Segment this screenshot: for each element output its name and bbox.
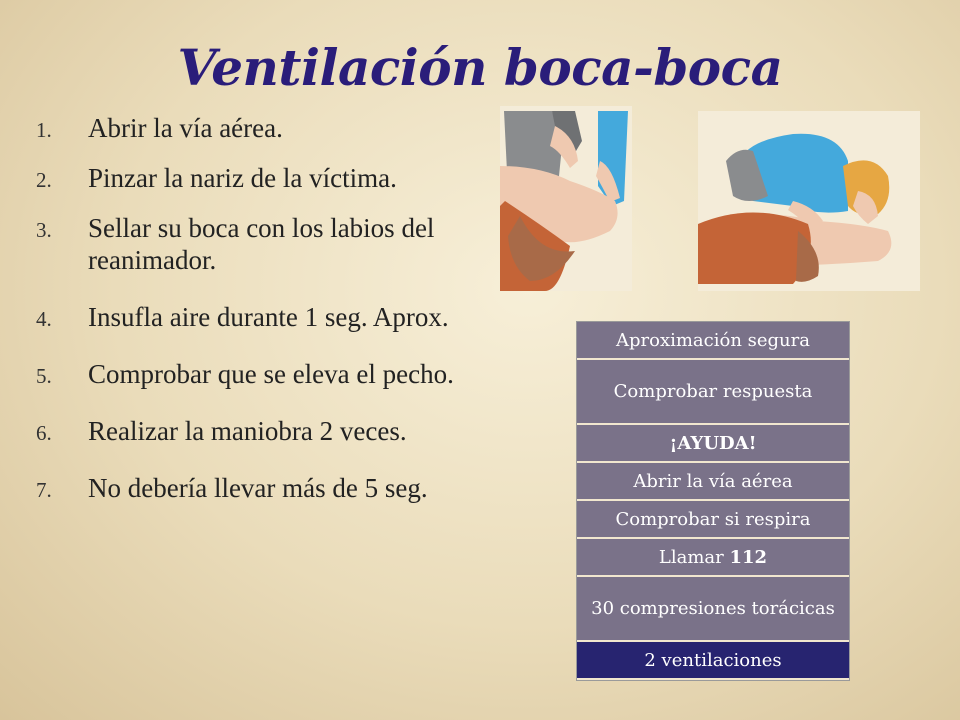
emergency-number: 112 (729, 546, 768, 568)
step-number: 7. (36, 478, 52, 502)
step-text: Pinzar la nariz de la víctima. (88, 163, 397, 193)
step-number: 2. (36, 168, 52, 192)
list-item (36, 358, 456, 390)
step-text: Insufla aire durante 1 seg. Aprox. (88, 302, 449, 332)
list-item (36, 472, 456, 504)
flow-step-call-label: Llamar (658, 546, 724, 568)
flow-step-help: ¡AYUDA! (577, 424, 849, 462)
flow-step: Aproximación segura (577, 322, 849, 359)
slide-title: Ventilación boca-boca (177, 38, 783, 97)
cpr-flow-table (577, 322, 849, 680)
step-text: Comprobar que se eleva el pecho. (88, 359, 454, 389)
flow-step: Comprobar respuesta (577, 359, 849, 424)
flow-step-call (577, 538, 849, 576)
flow-step: Abrir la vía aérea (577, 462, 849, 500)
flow-step: 30 compresiones torácicas (577, 576, 849, 641)
list-item (36, 301, 456, 333)
list-item (36, 415, 456, 447)
step-text: No debería llevar más de 5 seg. (88, 473, 428, 503)
step-number: 3. (36, 218, 52, 242)
list-item (36, 162, 456, 194)
step-text: Realizar la maniobra 2 veces. (88, 416, 407, 446)
flow-step-final: 2 ventilaciones (577, 641, 849, 679)
head-tilt-illustration (500, 106, 632, 291)
step-text: Sellar su boca con los labios del reanimador. (88, 213, 435, 275)
mouth-to-mouth-illustration (698, 111, 920, 291)
step-number: 1. (36, 118, 52, 142)
steps-list (36, 112, 456, 504)
step-number: 5. (36, 364, 52, 388)
illustrations (500, 106, 920, 291)
step-text: Abrir la vía aérea. (88, 113, 283, 143)
step-number: 6. (36, 421, 52, 445)
flow-step: Comprobar si respira (577, 500, 849, 538)
list-item (36, 112, 456, 144)
step-number: 4. (36, 307, 52, 331)
list-item (36, 212, 456, 276)
